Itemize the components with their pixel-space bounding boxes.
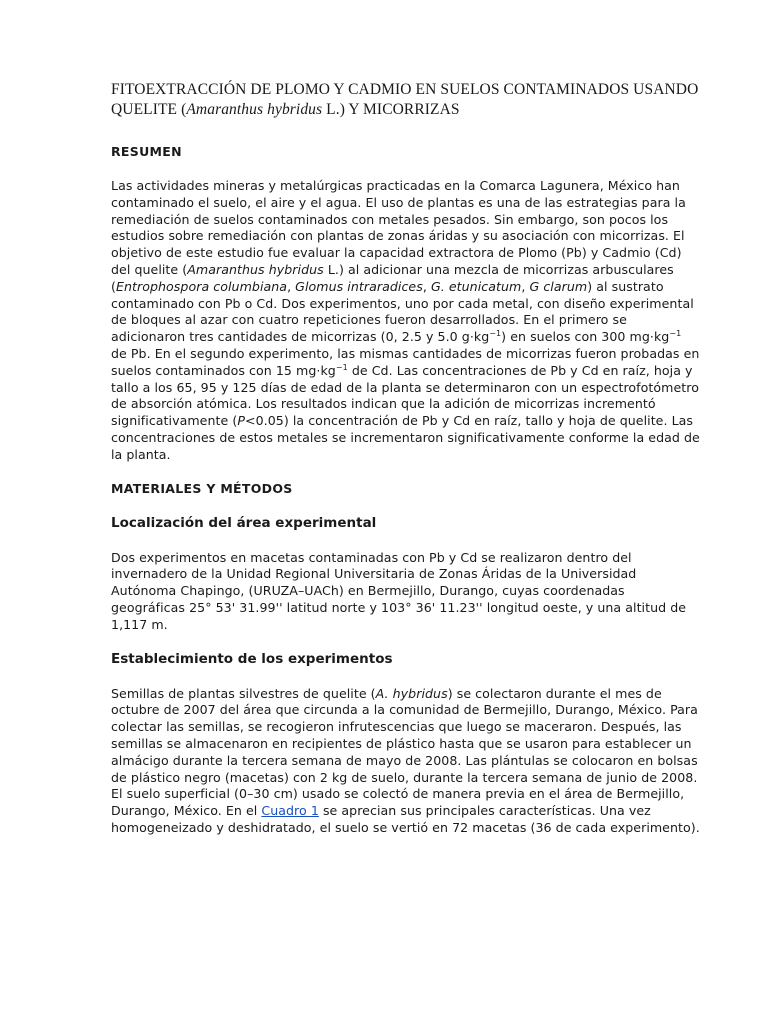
- title-tail: L.) Y MICORRIZAS: [322, 101, 460, 118]
- resumen-text-6: ) al sustrato contaminado con Pb o Cd. Dos experimentos, uno por cada metal, con diseño experimental de bloques al azar con cuatro repeticiones fueron desarrollados. En el primero se adicionaron tres cantidades de micorrizas (0, 2.5 y 5.0 g·kg: [111, 278, 694, 345]
- resumen-italic-species: Amaranthus hybridus: [187, 261, 324, 277]
- document-page: [111, 80, 701, 854]
- resumen-heading: RESUMEN: [111, 144, 182, 159]
- establecimiento-text-3: se aprecian sus principales características. Una vez homogeneizado y deshidratado, el suelo se vertió en 72 macetas (36 de cada experimento).: [111, 803, 700, 835]
- resumen-paragraph: [111, 178, 701, 464]
- resumen-sup-2: −1: [669, 328, 682, 338]
- establecimiento-text-1: Semillas de plantas silvestres de quelite (: [111, 685, 376, 701]
- title-main: FITOEXTRACCIÓN DE PLOMO Y CADMIO EN SUELOS CONTAMINADOS USANDO QUELITE (: [111, 81, 699, 118]
- resumen-sup-1: −1: [489, 328, 502, 338]
- resumen-text-7: ) en suelos con 300 mg·kg: [501, 329, 670, 345]
- materiales-heading: MATERIALES Y MÉTODOS: [111, 480, 293, 496]
- resumen-text-9: de Cd. Las concentraciones de Pb y Cd en raíz, hoja y tallo a los 65, 95 y 125 días de edad de la planta se determinaron con un espectrofotómetro de absorción atómica. Los resultados indican que la adición de micorrizas incrementó significativamente (: [111, 362, 699, 429]
- resumen-text-10: <0.05) la concentración de Pb y Cd en raíz, tallo y hoja de quelite. Las concentraciones de estos metales se incrementaron significativamente conforme la edad de la planta.: [111, 413, 700, 462]
- resumen-italic-clarum: G clarum: [529, 278, 588, 294]
- localizacion-heading: Localización del área experimental: [111, 514, 377, 531]
- resumen-text-4: ,: [422, 278, 431, 294]
- resumen-text-8: de Pb. En el segundo experimento, las mismas cantidades de micorrizas fueron probadas en suelos contaminados con 15 mg·kg: [111, 345, 700, 378]
- resumen-text-2: L.) al adicionar una mezcla de micorrizas arbusculares (: [111, 261, 674, 294]
- paper-title: [111, 80, 701, 120]
- resumen-italic-entrophospora: Entrophospora columbiana: [115, 278, 288, 294]
- resumen-sup-3: −1: [335, 362, 348, 372]
- resumen-italic-glomus: Glomus intraradices: [295, 278, 423, 294]
- resumen-italic-p: P: [237, 413, 245, 429]
- cuadro-1-link[interactable]: Cuadro 1: [261, 803, 319, 819]
- resumen-text-5: ,: [521, 278, 530, 294]
- localizacion-paragraph: Dos experimentos en macetas contaminadas con Pb y Cd se realizaron dentro del invernadero de la Unidad Regional Universitaria de Zonas Áridas de la Universidad Autónoma Chapingo, (URUZA–UACh) en Bermejillo, Durango, cuyas coordenadas geográficas 25° 53' 31.99'' latitud norte y 103° 36' 11.23'' longitud oeste, y una altitud de 1,117 m.: [111, 549, 687, 632]
- title-species: Amaranthus hybridus: [186, 101, 323, 118]
- resumen-italic-etunicatum: G. etunicatum: [430, 278, 522, 294]
- establecimiento-heading: Establecimiento de los experimentos: [111, 650, 393, 667]
- resumen-text-1: Las actividades mineras y metalúrgicas practicadas en la Comarca Lagunera, México han contaminado el suelo, el aire y el agua. El uso de plantas es una de las estrategias para la remediación de suelos contaminados con metales pesados. Sin embargo, son pocos los estudios sobre remediación con plantas de zonas áridas y su asociación con micorrizas. El objetivo de este estudio fue evaluar la capacidad extractora de Plomo (Pb) y Cadmio (Cd) del quelite (: [111, 178, 686, 277]
- establecimiento-text-2: ) se colectaron durante el mes de octubre de 2007 del área que circunda a la comunidad de Bermejillo, Durango, México. Para colectar las semillas, se recogieron infrutescencias que luego se maceraron. Después, las semillas se almacenaron en recipientes de plástico hasta que se usaron para establecer un almácigo durante la tercera semana de mayo de 2008. Las plántulas se colocaron en bolsas de plástico negro (macetas) con 2 kg de suelo, durante la tercera semana de junio de 2008. El suelo superficial (0–30 cm) usado se colectó de manera previa en el área de Bermejillo, Durango, México. En el: [111, 685, 698, 819]
- resumen-text-3: ,: [287, 278, 296, 294]
- establecimiento-italic-species: A. hybridus: [375, 685, 448, 701]
- establecimiento-paragraph: [111, 686, 701, 837]
